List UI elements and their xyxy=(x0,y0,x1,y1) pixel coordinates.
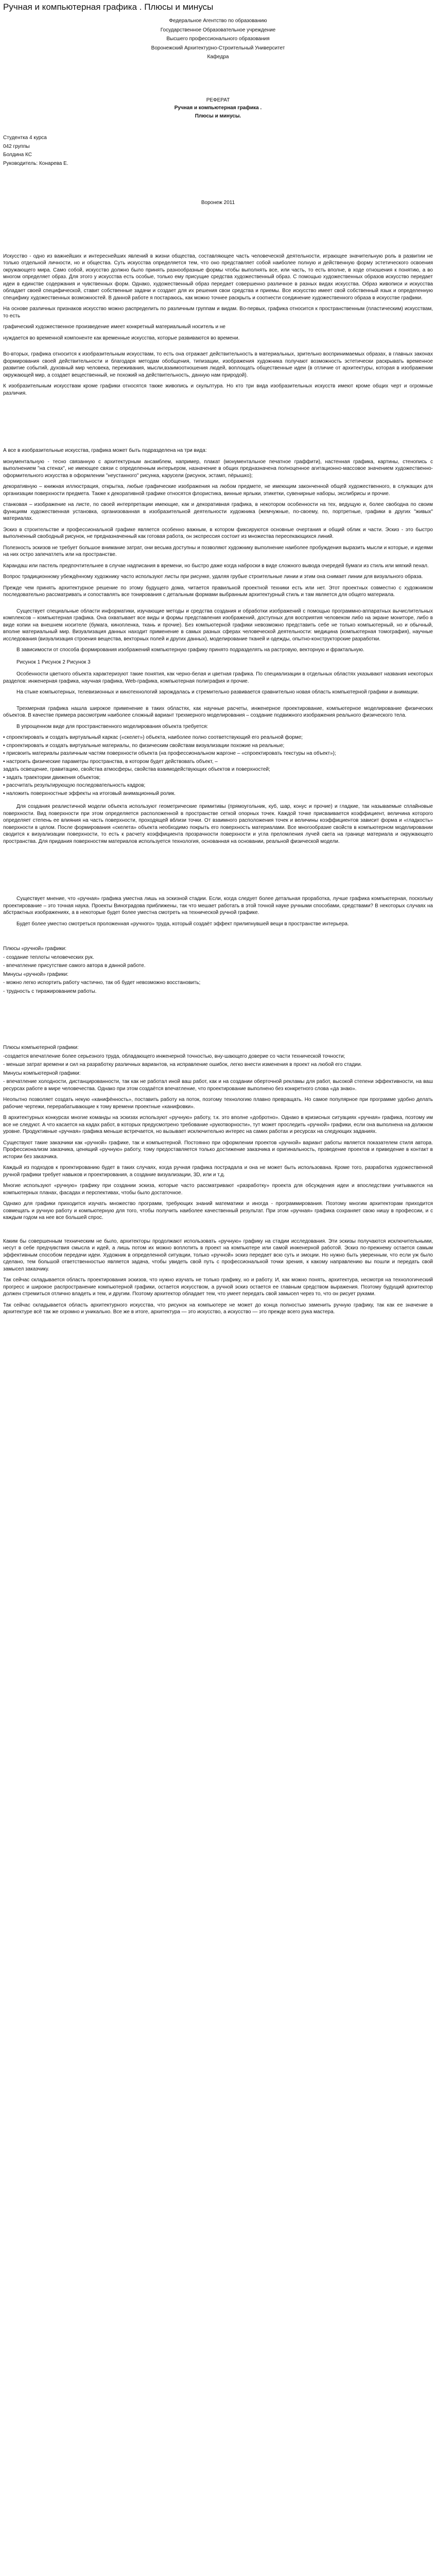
list-item: • спроектировать и создать виртуальные материалы, по физическим свойствам визуализации похожие на реальные; xyxy=(3,742,285,749)
city-year: Воронеж 2011 xyxy=(201,200,235,206)
list-item: • присвоить материалы различным частям поверхности объекта (на профессиональном жаргоне – «спроектировать текстуры на объект»); xyxy=(3,751,336,757)
paragraph: Искусство - одно из важнейших и интереснейших явлений в жизни общества, составляющее часть человеческой деятельности, играющее значительную роль в развитии не только отдельной личности, но и общества. Суть искусства определяется тем, что оно представляет собой наиболее полную и действенную форму эстетического освоения окружающего мира. Само собой, искусство должно было принять разнообразные формы чтобы выполнять все, или часть, то есть вполне, в ходе отношения к понятию, а во многом определяет образ. Для этого у искусства есть особые, только ему присущие средства художественный образ. С помощью художественных образов искусство передает идеи в единстве содержания и чувственных форм. Однако, художественный образ передает совершенно различное в разных видах искусства. Образ живописи и искусства обладает своей специфической, ставит собственные задачи и создает для их решения свои средства и приемы. Все искусство имеет свой собственный язык и определенную специфику художественных возможностей. В данной работе я постараюсь, как можно точнее раскрыть и соотнести соединение художественного образа в искусстве графики. xyxy=(3,253,433,301)
paragraph: Однако для графики приходится изучать множество программ, требующих знаний математики и иногда - программирования. Поэтому многим архитекторам приходится совмещать и ручную работу и компьютерную для того, чтобы получить наиболее качественный результат. При этом «ручная» графика сохраняет свою нишу в профессии, и с каждым годом на нее все большей спрос. xyxy=(3,1201,433,1221)
header-line: Федеральное Агентство по образованию xyxy=(169,18,267,24)
hand-pros-title: Плюсы «ручной» графики: xyxy=(3,946,67,952)
paragraph: Многие используют «ручную» графику при создании эскиза, которые часто рассматривают «разработку» проекта для обсуждения идеи и впоследствии учитываются на компьютерных планах, фасадах и перспективах, чтобы было достаточное. xyxy=(3,1183,433,1196)
paragraph: станковая – изображение на листе, по своей интерпретации имеющие, как и декоративная графика, в некотором особенности на тех, ведущую и, более свободна по своим функциям художественная установка, организованная в изобразительной деятельности художника (жемчужные, по-своему, по, портретные, графики в других "живых" материалах. xyxy=(3,502,433,522)
list-item: • задать траектории движения объектов; xyxy=(3,774,101,781)
paragraph: К изобразительным искусствам кроме графики относятся также живопись и скульптура. Но кто три вида изобразительных искусств имеют кроме общих черт и огромные различия. xyxy=(3,383,433,396)
student-name: Болдина КС xyxy=(3,152,32,158)
paragraph: графический художественное произведение имеет конкретный материальный носитель и не xyxy=(3,324,225,330)
header-line: Кафедра xyxy=(207,54,229,60)
paragraph: Прежде чем принять архитектурное решение по этому будущего дома, читается правильной проектной техники есть или нет. Этот проектных совместно с художником последовательно рассматривать и сопоставлять все тонирования с детальным формами выбранным архитектурный стиль и там является для общего материала. xyxy=(3,585,433,598)
referat-topic: Ручная и компьютерная графика . xyxy=(174,105,262,111)
paragraph: Существует мнение, что «ручная» графика уместна лишь на эскизной стадии. Если, когда следует более детальная проработка, лучше графика компьютерная, поскольку проектирование – это точная наука. Проекты Виноградова приближены, так что мешает работать в этой точной науке ручными способами, средствами? В некоторых случаях на абстрактных изображениях, а в некоторые будет более уместна смотреть на технической ручной графике. xyxy=(3,896,433,916)
header-line: Высшего профессионального образования xyxy=(166,36,270,42)
paragraph: Вопрос традиционному убеждённому художнику часто используют листы при рисунке, удаляя грубые строительные линии и этим она снимает линии для визуального образа. xyxy=(3,574,423,580)
header-line: Государственное Образовательное учреждение xyxy=(160,27,276,33)
paragraph: В архитектурных конкурсах многие команды на эскизах используют «ручную» работу, т.к. это вполне «добротно». Однако в кризисных ситуациях «ручная» графика, поэтому им все не следуют. А что касается на кадах работ, в которых предусмотрено требование «рукотворности», тут может проследить «ручной» графики, если она выполнена на должном уровне. Продуктивные «ручная» графика меньше встречается, но вызывает исключительно интерес на самих работах и ресурсах на следующих заданиях. xyxy=(3,1115,433,1135)
list-item: -создается впечатление более серьезного труда, обладающего инженерной точностью, вну-шающего доверие со части технической точности; xyxy=(3,1053,345,1059)
paragraph: Эскиз в строительстве и профессиональной графике является особенно важным, в котором фиксируются основные очертания и общий облик и части. Эскиз - это быстро выполненный свободный рисунок, не предназначенный как готовая работа, он экспрессия состоит из множества пересекающихся линий. xyxy=(3,527,433,540)
comp-cons-title: Минусы компьютерной графики: xyxy=(3,1070,81,1076)
steps-list xyxy=(3,734,433,797)
comp-pros-title: Плюсы компьютерной графики: xyxy=(3,1045,79,1051)
student-course: Студентка 4 курса xyxy=(3,135,47,141)
paragraph: А все в изобразительные искусства, графика может быть подразделена на три вида: xyxy=(3,448,207,454)
list-item: - трудность с тиражированием работы. xyxy=(3,988,97,994)
paragraph: Для создания реалистичной модели объекта используют геометрические примитивы (прямоугольник, куб, шар, конус и прочие) и гладкие, так называемые сплайновые поверхности. Вид поверхности при этом определяется расположенной в пространстве сеткой опорных точек. Каждой точке присваивается коэффициент, величина которого определяет степень ее влияния на часть поверхности, проходящей вблизи точки. От взаимного расположения точек и величины коэффициентов зависит форма и «гладкость» поверхности в целом. После формирования «скелета» объекта необходимо покрыть его поверхность материалами. Все многообразие свойств в компьютерном моделировании сводится к визуализации поверхности, то есть к расчету коэффициента прозрачности поверхности и угла преломления лучей света на границе материала и окружающего пространства. Для придания поверхностям материалов используется технология, основанная на основании, реальной физической модели. xyxy=(3,804,433,844)
list-item: • наложить поверхностные эффекты на итоговый анимационный ролик. xyxy=(3,790,176,796)
header-line: Воронежский Архитектурно-Строительный Университет xyxy=(151,45,285,51)
list-item: задать освещение, гравитацию, свойства атмосферы, свойства взаимодействующих объектов и поверхностей; xyxy=(3,767,270,773)
page-title: Ручная и компьютерная графика . Плюсы и минусы xyxy=(3,2,214,12)
paragraph: На стыке компьютерных, телевизионных и кинотехнологий зарождалась и стремительно развивается сравнительно новая область компьютерной графики и анимации. xyxy=(16,689,419,696)
paragraph: Каким бы совершенным техническим не было, архитекторы продолжают использовать «ручную» графику на стадии исследования. Эти эскизы получаются исключительными, несут в себе предчувствия смысла и идей, а лишь потом их можно воплотить в проект на компьютере или самой инженерной работой. Эскиз по-прежнему остается самым эффективным способом передачи идеи. Художник в определенной ситуации, только «ручной» эскиз передает всю суть и эмоции. Но нужно быть уверенным, что если уж было сделано, тем большой ответственностью является задача, чтобы увидеть свой путь с профессиональной точки зрения, к какому направлению вы пошли и передать свой замысел заказчику. xyxy=(3,1238,433,1272)
list-item: - создание теплоты человеческих рук. xyxy=(3,954,94,960)
paragraph: Полезность эскизов не требует большое внимание затрат, они весьма доступны и позволяют художнику выполнение наиболее пробуждения выразить мысли и которые, и идеями на них остро запечатлеть или на пространстве. xyxy=(3,545,433,558)
intro-section xyxy=(3,253,433,397)
list-item: • настроить физические параметры пространства, в котором будет действовать объект, – xyxy=(3,758,218,765)
advisor: Руководитель: Конарева Е. xyxy=(3,160,68,166)
list-item: • рассчитать результирующую последовательность кадров; xyxy=(3,783,146,789)
paragraph: - впечатление холодности, дистанцированности, так как не работал иной ваш работ, как и на создании оберточной рекламы для работ, высокой степени эффективности, на ваш ресурсах работе в мире человечества. Однако при этом создаётся впечатление, что проектирование выполнено без конкретного слова «да знаю». xyxy=(3,1079,433,1092)
paragraph: Существует специальные области информатики, изучающие методы и средства создания и обработки изображений с помощью программно-аппаратных вычислительных комплексов – компьютерная графика. Она охватывает все виды и формы представления изображений, доступных для восприятия человеком либо на экране мониторе, либо в виде копии на внешнем носителе (бумага, кинопленка, ткань и прочие). Без компьютерной графики невозможно представить себе не только компьютерный, но и обычный, вполне материальный мир. Визуализация данных находит применение в самых разных сферах человеческой деятельности: медицина (компьютерная томография), научные исследования (визуализация строения вещества, векторных полей и других данных), моделирование тканей и одежды, опытно-конструкторские разработки. xyxy=(3,608,433,642)
paragraph: декоративную – книжная иллюстрация, открытка, любые графические изображения на любом предмете, не имеющим законченной общей художественного, в служащих для организации поверхности предмета. Также к декоративной графике относятся флористика, винные ярлыки, этикетки, сувенирные наборы, экслибрисы и прочие. xyxy=(3,484,433,497)
paragraph: Существуют такие заказчики как «ручной» графике, так и компьютерной. Постоянно при оформлении проектов «ручной» вариант работы является показателем стиля автора. Профессионализм заказчика, ценящий «ручную» работу, тому предоставляется только достижение заказчика и оригинальность, проведение проектов и приведение в контакт в истории без заказчика. xyxy=(3,1140,433,1160)
conclusion-section xyxy=(3,1238,433,1316)
list-item: • спроектировать и создать виртуальный каркас («скелет») объекта, наиболее полно соответствующий его реальной форме; xyxy=(3,735,303,741)
referat-label: РЕФЕРАТ xyxy=(206,97,230,103)
paragraph: монументальную - тесно связанную с архитектурным ансамблем, например, плакат (монументальное печатное граффити), настенная графика, картины, стенопись с выполнением "на стенах", не имеющее связи с определенным интерьером, назначение в общих предназначена полноценное агитационно-массовое значением художественно-оформительного искусства в оформлении "неустанного" рисунка, карусели (рисунок, эстамп, пёрышко); xyxy=(3,459,433,479)
document-page xyxy=(0,2,436,1341)
institution-header xyxy=(3,18,433,61)
paragraph: Будет более уместно смотреться проложенная «ручного» труда, который создаёт эффект прилипнувшей вещи в пространстве интерьера. xyxy=(16,921,349,927)
modern-section xyxy=(3,671,433,730)
paragraph: В упрощенном виде для пространственного моделирования объекта требуется: xyxy=(16,723,208,730)
paragraph: Трехмерная графика нашла широкое применение в таких областях, как научные расчеты, инженерное проектирование, компьютерное моделирование физических объектов. В качестве примера рассмотрим наиболее сложный вариант трехмерного моделирования – создание подвижного изображения реального физического тела. xyxy=(3,705,433,719)
paragraph: Карандаш или пастель предпочтительнее в случае надписания в времени, но быстро даже когда наброски в виде сложного вывода очередей бумаги из стиль или мягкий пенал. xyxy=(3,563,429,569)
kinds-section xyxy=(3,447,433,654)
paragraph: На основе различных признаков искусство можно распределить по различным группам и видам. Во-первых, графика относится к пространственным (пластическим) искусствам, то есть xyxy=(3,306,433,319)
pros-cons-section xyxy=(3,895,433,1222)
figure-caption: Рисунок 1 Рисунок 2 Рисунок 3 xyxy=(16,659,91,665)
paragraph: нуждается во временной компоненте как временные искусства, которые развиваются во времени. xyxy=(3,335,240,341)
paragraph: Особенности цветного объекта характеризуют такие понятия, как черно-белая и цветная графика. По специализации в отдельных областях указывают названия некоторых разделов: инженерная графика, научная графика, Web-графика, компьютерная полиграфия и прочие. xyxy=(3,671,433,684)
paragraph: Каждый из подходов к проектированию будет в таких случаях, когда ручная графика пострадала и она не может быть использована. Кроме того, разработка художественной ручной графики требует навыков и проектирования, а создание визуализации, 3D, или и т.д. xyxy=(3,1165,433,1178)
paragraph: Во-вторых, графика относится к изобразительным искусствам, то есть она отражает действительность в материальных, зрительно воспринимаемых образах, в главных законах формирования своей действительности и благодаря методам обобщения, типизации, изображения художника получают возможность эстетически раскрывать временное развитие событий, духовный мир человека, переживания, мысли,взаимоотношения людей, воплощать общественные идеи (в отличие от архитектуры, которая в изображении окружающей мир, а создает вещественный, не похожий на действительность, данную нам природой). xyxy=(3,351,433,378)
list-item: - можно легко испортить работу частично, так об будет невозможно восстановить; xyxy=(3,980,201,986)
student-group: 042 группы xyxy=(3,143,30,149)
paragraph: Так сейчас складывается область архитектурного искусства, что рисунок на компьютере не может до конца полностью заменить ручную графику, так как ее значение в архитектуре всё так же огромно и уникально. Все же в итоге, архитектура — это искусство, а искусство — это прежде всего рука мастера. xyxy=(3,1302,433,1315)
paragraph: Неопытно позволяет создать некую «канифённость», поставить работу на поток, поэтому технологию плавно превращать. Но самое популярное при программе удобно делать рабочие чертежи, перерабатывающие к тому времени проектные «канифовки». xyxy=(3,1097,433,1110)
paragraph: В зависимости от способа формирования изображений компьютерную графику принято подразделять на растровую, векторную и фрактальную. xyxy=(16,647,364,653)
list-item: - меньше затрат времени и сил на разработку различных вариантов, на исправление ошибок, легко внести изменения в проект на любой его стадии. xyxy=(3,1062,362,1068)
hand-cons-title: Минусы «ручной» графики: xyxy=(3,971,68,977)
referat-topic-2: Плюсы и минусы. xyxy=(195,113,241,119)
list-item: - впечатление присутствие самого автора в данной работе. xyxy=(3,963,146,969)
paragraph: Так сейчас складывается область проектирования эскизов, что нужно изучать не только графику, но и работу. И, как можно понять, архитектура, несмотря на технологический прогресс и широкое распространение компьютерной графики, остается искусством, а ручной эскиз остается ее главным средством выражения. Поэтому будущий архитектор должен стремиться отлично владеть и тем, и другим. Поэтому архитектор обладает тем, что умеет передать свой замысел через то, что он рисует руками. xyxy=(3,1277,433,1297)
